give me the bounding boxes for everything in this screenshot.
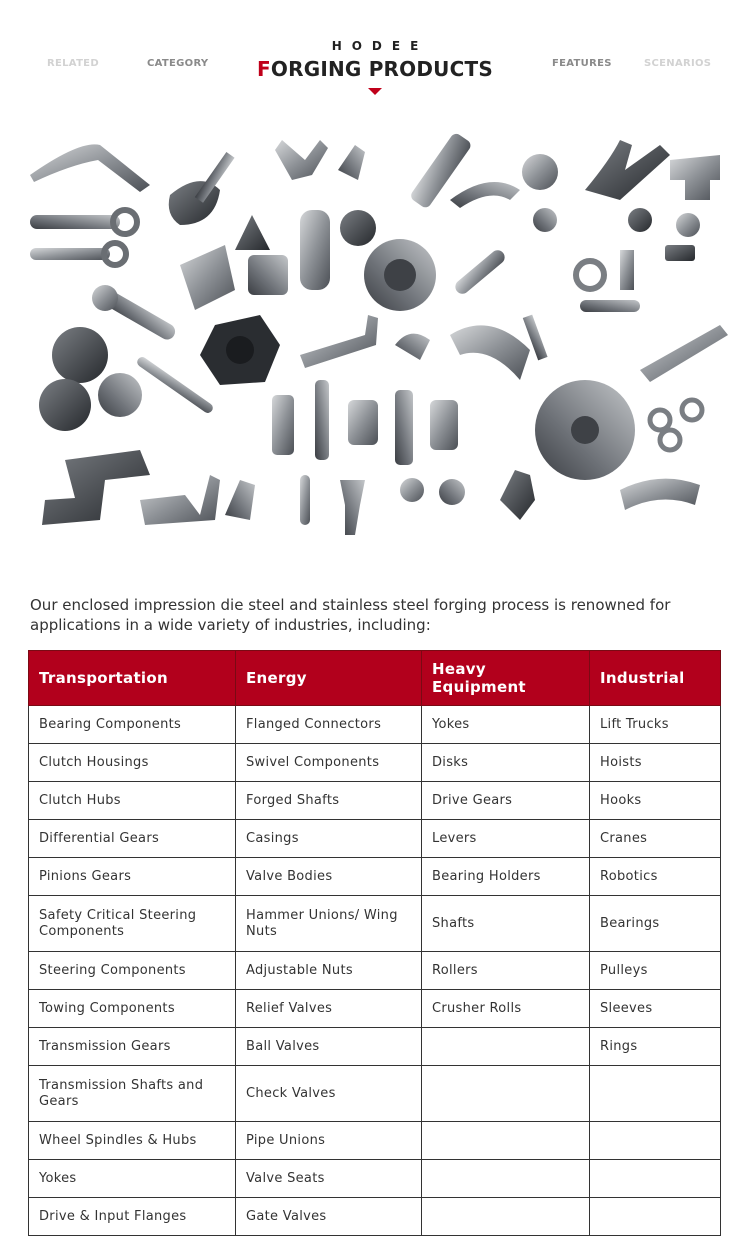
table-row bbox=[29, 1198, 721, 1236]
hinge-part bbox=[576, 261, 604, 289]
nav-features[interactable]: FEATURES bbox=[552, 58, 612, 69]
table-cell: Sleeves bbox=[590, 990, 721, 1028]
table-row bbox=[29, 1160, 721, 1198]
gear-shift-fork bbox=[580, 300, 640, 312]
table-cell: Levers bbox=[422, 820, 590, 858]
table-cell: Clutch Hubs bbox=[29, 782, 236, 820]
angle-plate bbox=[140, 475, 220, 525]
table-cell bbox=[422, 1198, 590, 1236]
table-cell: Drive & Input Flanges bbox=[29, 1198, 236, 1236]
table-cell: Hoists bbox=[590, 744, 721, 782]
cam-wheel-2 bbox=[39, 379, 91, 431]
spoked-wheel-hub bbox=[571, 416, 599, 444]
table-cell: Forged Shafts bbox=[236, 782, 422, 820]
table-cell: Pipe Unions bbox=[236, 1122, 422, 1160]
eye-bolt bbox=[650, 410, 670, 430]
hex-nut-bore bbox=[226, 336, 254, 364]
eye-bolt-3 bbox=[660, 430, 680, 450]
table-cell: Bearing Components bbox=[29, 706, 236, 744]
hook-part bbox=[450, 182, 520, 208]
table-cell: Disks bbox=[422, 744, 590, 782]
cam-wheel-3 bbox=[98, 373, 142, 417]
bushing-part bbox=[340, 210, 376, 246]
clip-part bbox=[395, 334, 430, 360]
header-heavy-equipment: Heavy Equipment bbox=[422, 651, 590, 706]
table-cell: Casings bbox=[236, 820, 422, 858]
small-rod bbox=[300, 475, 310, 525]
intro-paragraph: Our enclosed impression die steel and stainless steel forging process is renowned for applications in a wide variety of industries, including: bbox=[30, 596, 671, 634]
table-cell: Hooks bbox=[590, 782, 721, 820]
bearing-cap bbox=[450, 325, 530, 380]
table-row bbox=[29, 706, 721, 744]
table-row bbox=[29, 782, 721, 820]
table-row bbox=[29, 896, 721, 952]
nav-related[interactable]: RELATED bbox=[47, 58, 99, 69]
table-cell: Yokes bbox=[422, 706, 590, 744]
flange-bore bbox=[384, 259, 416, 291]
table-cell: Steering Components bbox=[29, 952, 236, 990]
table-cell: Flanged Connectors bbox=[236, 706, 422, 744]
table-row bbox=[29, 820, 721, 858]
fork-part-2 bbox=[338, 145, 365, 180]
buckle-2 bbox=[315, 380, 329, 460]
table-cell bbox=[422, 1066, 590, 1122]
cam-part bbox=[522, 154, 558, 190]
table-cell: Valve Bodies bbox=[236, 858, 422, 896]
buckle-5 bbox=[430, 400, 458, 450]
table-cell bbox=[422, 1160, 590, 1198]
table-cell bbox=[590, 1122, 721, 1160]
rod-part bbox=[135, 355, 214, 415]
industries-table bbox=[28, 650, 721, 1236]
table-cell: Relief Valves bbox=[236, 990, 422, 1028]
table-cell: Cranes bbox=[590, 820, 721, 858]
curved-lever-part bbox=[30, 144, 150, 192]
link-plate bbox=[300, 210, 330, 290]
angle-bracket bbox=[300, 315, 378, 368]
table-body bbox=[29, 706, 721, 1236]
forged-parts-image bbox=[20, 120, 732, 550]
rod-end-part-2 bbox=[30, 248, 110, 260]
table-cell: Pinions Gears bbox=[29, 858, 236, 896]
curved-bracket bbox=[620, 479, 700, 510]
table-cell: Yokes bbox=[29, 1160, 236, 1198]
table-cell: Bearings bbox=[590, 896, 721, 952]
buckle-3 bbox=[348, 400, 378, 445]
small-bracket bbox=[225, 480, 255, 520]
header-industrial: Industrial bbox=[590, 651, 721, 706]
header-transportation: Transportation bbox=[29, 651, 236, 706]
table-row bbox=[29, 990, 721, 1028]
table-cell: Transmission Shafts and Gears bbox=[29, 1066, 236, 1122]
nav-category[interactable]: CATEGORY bbox=[147, 58, 209, 69]
table-cell: Crusher Rolls bbox=[422, 990, 590, 1028]
small-gear-2 bbox=[676, 213, 700, 237]
table-cell bbox=[422, 1028, 590, 1066]
cam-wheel bbox=[52, 327, 108, 383]
table-header-row bbox=[29, 651, 721, 706]
table-cell: Robotics bbox=[590, 858, 721, 896]
small-fitting-2 bbox=[439, 479, 465, 505]
table-row bbox=[29, 1066, 721, 1122]
plate-part bbox=[180, 245, 235, 310]
table-cell bbox=[422, 1122, 590, 1160]
small-gear bbox=[628, 208, 652, 232]
eye-bolt-2 bbox=[682, 400, 702, 420]
small-lever bbox=[533, 208, 557, 232]
small-fitting bbox=[400, 478, 424, 502]
table-cell: Transmission Gears bbox=[29, 1028, 236, 1066]
table-cell: Rollers bbox=[422, 952, 590, 990]
table-cell: Gate Valves bbox=[236, 1198, 422, 1236]
table-cell: Pulleys bbox=[590, 952, 721, 990]
table-cell: Rings bbox=[590, 1028, 721, 1066]
table-cell: Hammer Unions/ Wing Nuts bbox=[236, 896, 422, 952]
table-cell bbox=[590, 1066, 721, 1122]
z-bracket bbox=[42, 450, 150, 525]
post-part bbox=[620, 250, 634, 290]
table-cell: Towing Components bbox=[29, 990, 236, 1028]
rod-end-part bbox=[30, 215, 120, 229]
table-row bbox=[29, 952, 721, 990]
table-row bbox=[29, 1122, 721, 1160]
table-cell: Bearing Holders bbox=[422, 858, 590, 896]
fork-part bbox=[275, 140, 328, 180]
table-cell bbox=[590, 1160, 721, 1198]
bolt-part bbox=[665, 245, 695, 261]
buckle-1 bbox=[272, 395, 294, 455]
title-initial: F bbox=[257, 57, 271, 81]
table-cell: Swivel Components bbox=[236, 744, 422, 782]
table-cell: Ball Valves bbox=[236, 1028, 422, 1066]
title-rest: ORGING PRODUCTS bbox=[270, 57, 493, 81]
table-cell: Lift Trucks bbox=[590, 706, 721, 744]
long-shaft bbox=[640, 325, 728, 382]
table-row bbox=[29, 744, 721, 782]
y-fork-part bbox=[585, 140, 670, 200]
table-cell: Check Valves bbox=[236, 1066, 422, 1122]
table-cell: Clutch Housings bbox=[29, 744, 236, 782]
title-indicator-arrow bbox=[368, 88, 382, 95]
table-row bbox=[29, 858, 721, 896]
page-title bbox=[0, 57, 750, 81]
table-row bbox=[29, 1028, 721, 1066]
connecting-rod bbox=[453, 247, 508, 296]
fork-lever bbox=[340, 480, 365, 535]
table-cell: Wheel Spindles & Hubs bbox=[29, 1122, 236, 1160]
table-cell: Shafts bbox=[422, 896, 590, 952]
triangle-part bbox=[235, 215, 270, 250]
table-cell: Differential Gears bbox=[29, 820, 236, 858]
table-cell: Drive Gears bbox=[422, 782, 590, 820]
brand-name: HODEE bbox=[331, 39, 429, 53]
nav-scenarios[interactable]: SCENARIOS bbox=[644, 58, 712, 69]
top-navigation bbox=[0, 0, 750, 100]
table-cell bbox=[590, 1198, 721, 1236]
buckle-4 bbox=[395, 390, 413, 465]
hammer-head bbox=[92, 285, 118, 311]
table-cell: Valve Seats bbox=[236, 1160, 422, 1198]
shift-fork bbox=[500, 470, 535, 520]
table-cell: Adjustable Nuts bbox=[236, 952, 422, 990]
table-cell: Safety Critical Steering Components bbox=[29, 896, 236, 952]
tee-fitting bbox=[670, 155, 720, 200]
bracket-part bbox=[248, 255, 288, 295]
header-energy: Energy bbox=[236, 651, 422, 706]
